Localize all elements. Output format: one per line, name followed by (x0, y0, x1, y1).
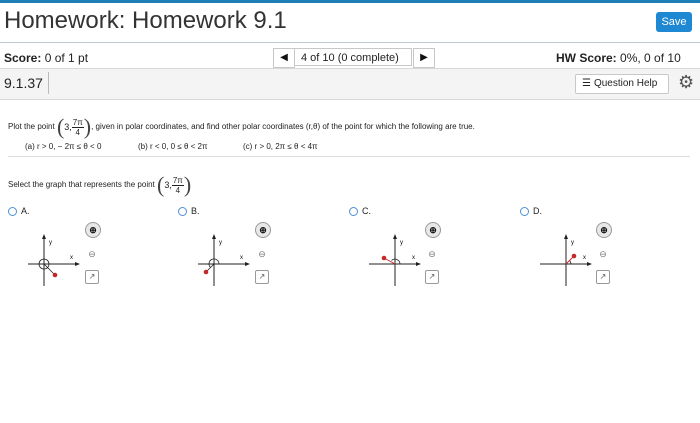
point-angle (172, 176, 184, 195)
radio-button[interactable] (178, 207, 187, 216)
question-help-button[interactable] (575, 74, 669, 94)
next-question-button[interactable]: ▶ (413, 48, 435, 68)
graph-tools-a (85, 222, 101, 293)
option-d[interactable] (520, 206, 542, 216)
option-label: A. (21, 206, 30, 216)
divider (48, 72, 49, 94)
point-angle-num: 7π (172, 175, 183, 185)
option-a[interactable] (8, 206, 30, 216)
zoom-out-icon[interactable]: ⊖ (428, 249, 436, 259)
point-angle (72, 118, 84, 137)
condition-b: (b) r < 0, 0 ≤ θ < 2π (138, 142, 208, 151)
option-label: B. (191, 206, 200, 216)
graph-b (194, 228, 254, 290)
terminal-ray (44, 264, 55, 275)
option-label: D. (533, 206, 542, 216)
question-number: 9.1.37 (4, 75, 43, 91)
divider (0, 42, 700, 43)
graph-tools-c (425, 222, 441, 293)
zoom-in-icon[interactable]: ⊕ (425, 222, 441, 238)
hw-score-label: HW Score: (556, 51, 617, 65)
prompt-end: , given in polar coordinates, and find other polar coordinates (r,θ) of the point for which the following are true. (91, 122, 475, 132)
graph-tools-b (255, 222, 271, 293)
popout-icon[interactable]: ↗ (425, 270, 439, 284)
point-angle-num: 7π (72, 117, 83, 127)
zoom-out-icon[interactable]: ⊖ (88, 249, 96, 259)
graph-a (24, 228, 84, 290)
divider (8, 156, 690, 157)
zoom-out-icon[interactable]: ⊖ (599, 249, 607, 259)
y-axis-arrow (564, 234, 568, 239)
zoom-in-icon[interactable]: ⊕ (255, 222, 271, 238)
popout-icon[interactable]: ↗ (85, 270, 99, 284)
graph-tools-d (596, 222, 612, 293)
graph-c (365, 228, 425, 290)
y-axis-arrow (212, 234, 216, 239)
radio-button[interactable] (8, 207, 17, 216)
option-c[interactable] (349, 206, 371, 216)
y-axis-label: y (219, 240, 222, 246)
list-icon: ☰ (582, 78, 591, 89)
plotted-point (204, 270, 209, 275)
y-axis-arrow (42, 234, 46, 239)
condition-a: (a) r > 0, − 2π ≤ θ < 0 (25, 142, 102, 151)
x-axis-label: x (583, 255, 586, 261)
zoom-in-icon[interactable]: ⊕ (596, 222, 612, 238)
question-select[interactable]: 4 of 10 (0 complete) (294, 48, 412, 66)
point-angle-den: 4 (75, 127, 80, 137)
x-axis-arrow (587, 262, 592, 266)
radio-button[interactable] (349, 207, 358, 216)
hw-score-value: 0%, 0 of 10 (620, 51, 681, 65)
option-b[interactable] (178, 206, 200, 216)
x-axis-label: x (240, 255, 243, 261)
zoom-out-icon[interactable]: ⊖ (258, 249, 266, 259)
select-text: Select the graph that represents the point (8, 180, 155, 190)
y-axis-label: y (400, 240, 403, 246)
radio-button[interactable] (520, 207, 529, 216)
y-axis-label: y (571, 240, 574, 246)
plotted-point (572, 254, 577, 259)
x-axis-arrow (416, 262, 421, 266)
gear-icon[interactable]: ⚙ (678, 72, 695, 92)
graph-d (536, 228, 596, 290)
angle-arc (570, 261, 572, 265)
score-display (4, 51, 88, 65)
plotted-point (382, 256, 387, 261)
point-r: 3, (64, 122, 72, 132)
prompt-start: Plot the point (8, 122, 55, 132)
score-value: 0 of 1 pt (44, 51, 89, 65)
previous-question-button[interactable]: ◀ (273, 48, 295, 68)
top-accent-bar (0, 0, 700, 3)
x-axis-arrow (75, 262, 80, 266)
popout-icon[interactable]: ↗ (255, 270, 269, 284)
condition-c: (c) r > 0, 2π ≤ θ < 4π (243, 142, 318, 151)
x-axis-label: x (412, 255, 415, 261)
x-axis-label: x (70, 255, 73, 261)
option-label: C. (362, 206, 371, 216)
question-help-label: Question Help (593, 78, 658, 89)
question-prompt: Plot the point (3, $\frac{7\pi}{4}$ ), given in polar coordinates, and find other polar coordinates (r,θ) of the point for which the following are true. (8, 114, 475, 139)
point-angle-den: 4 (175, 185, 181, 195)
y-axis-label: y (49, 240, 52, 246)
popout-icon[interactable]: ↗ (596, 270, 610, 284)
save-button[interactable]: Save (656, 12, 692, 32)
y-axis-arrow (393, 234, 397, 239)
plotted-point (53, 273, 58, 278)
score-label: Score: (4, 51, 42, 65)
select-prompt: Select the graph that represents the point (3, $\frac{7\pi}{4}$ ) (8, 172, 192, 197)
page-title: Homework: Homework 9.1 (4, 7, 287, 34)
x-axis-arrow (245, 262, 250, 266)
point-r: 3, (164, 180, 172, 190)
zoom-in-icon[interactable]: ⊕ (85, 222, 101, 238)
